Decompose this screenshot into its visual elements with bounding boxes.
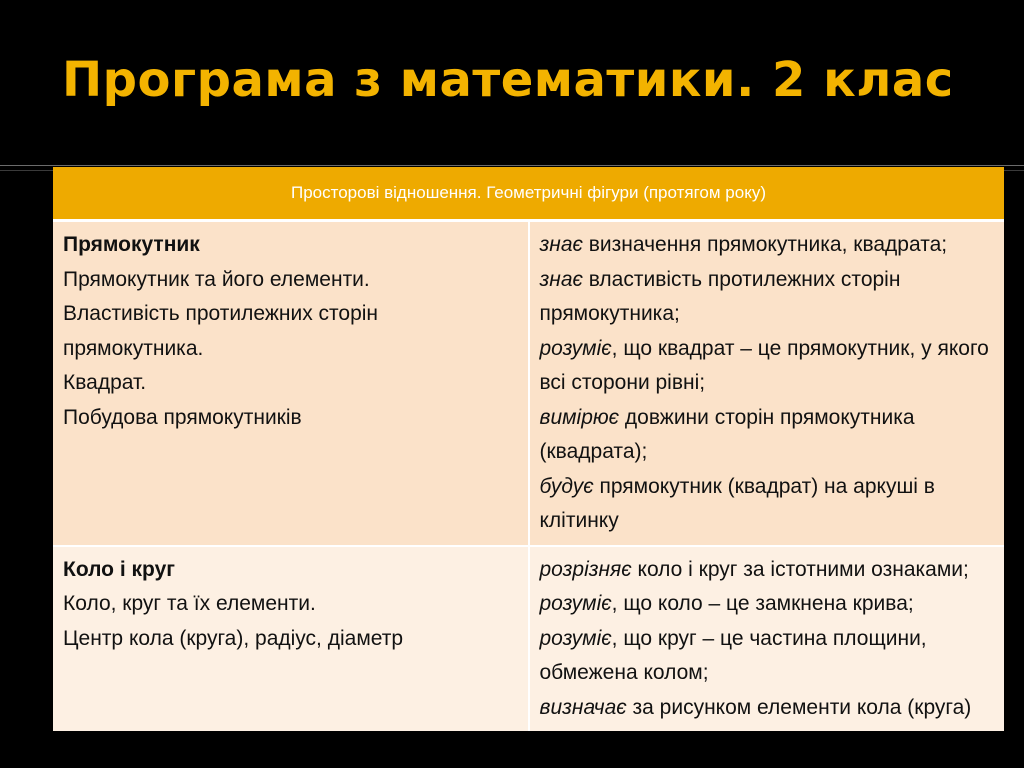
topic-item: Центр кола (круга), радіус, діаметр [63,626,404,650]
outcome-item [540,691,997,726]
outcome-verb: знає [539,267,583,291]
outcome-verb: визначає [539,695,627,719]
topic-item: Побудова прямокутників [63,405,302,429]
topic-item: Квадрат. [63,371,147,394]
outcome-item [540,470,997,539]
outcome-verb: розуміє [539,336,612,360]
outcome-item [540,622,997,691]
title-band [0,0,1024,160]
outcome-text: , що круг – це частина площини, обмежена колом; [539,626,927,684]
outcome-verb: розрізняє [539,557,632,581]
topic-title: Прямокутник [63,233,200,256]
outcome-verb: розуміє [539,592,612,615]
outcome-item [540,332,997,401]
outcome-item [540,553,997,588]
topic-cell [53,546,529,732]
outcomes-cell [529,546,1005,732]
outcome-verb: будує [539,474,594,498]
topic-item: Прямокутник та його елементи. [63,267,370,291]
slide-title: Програма з математики. 2 клас [62,52,954,108]
outcome-text: властивість протилежних сторін прямокутника; [539,267,901,325]
divider-line [0,165,1024,166]
outcome-verb: розуміє [539,626,612,650]
outcome-text: , що коло – це замкнена крива; [611,592,914,615]
outcome-item [540,228,997,263]
outcome-text: визначення прямокутника, квадрата; [582,233,948,256]
topic-cell [53,221,529,546]
outcomes-cell [529,221,1005,546]
topic-title: Коло і круг [63,557,176,581]
outcome-verb: знає [539,233,583,256]
table-header-row [53,167,1004,221]
outcome-item [540,263,997,332]
topic-item: Властивість протилежних сторін прямокутника. [63,302,379,360]
outcome-text: прямокутник (квадрат) на аркуші в клітинку [539,474,935,532]
outcome-item [540,401,997,470]
curriculum-table [53,167,1004,731]
topic-item: Коло, круг та їх елементи. [63,592,316,615]
outcome-text: довжини сторін прямокутника (квадрата); [539,405,915,463]
table-row-circle [53,546,1004,732]
table-row-rectangle [53,221,1004,546]
outcome-text: коло і круг за істотними ознаками; [631,557,969,581]
table-header: Просторові відношення. Геометричні фігури (протягом року) [53,167,1004,221]
outcome-item [540,587,997,622]
outcome-text: , що квадрат – це прямокутник, у якого всі сторони рівні; [539,336,989,394]
outcome-verb: вимірює [539,405,620,429]
outcome-text: за рисунком елементи кола (круга) [626,695,972,719]
